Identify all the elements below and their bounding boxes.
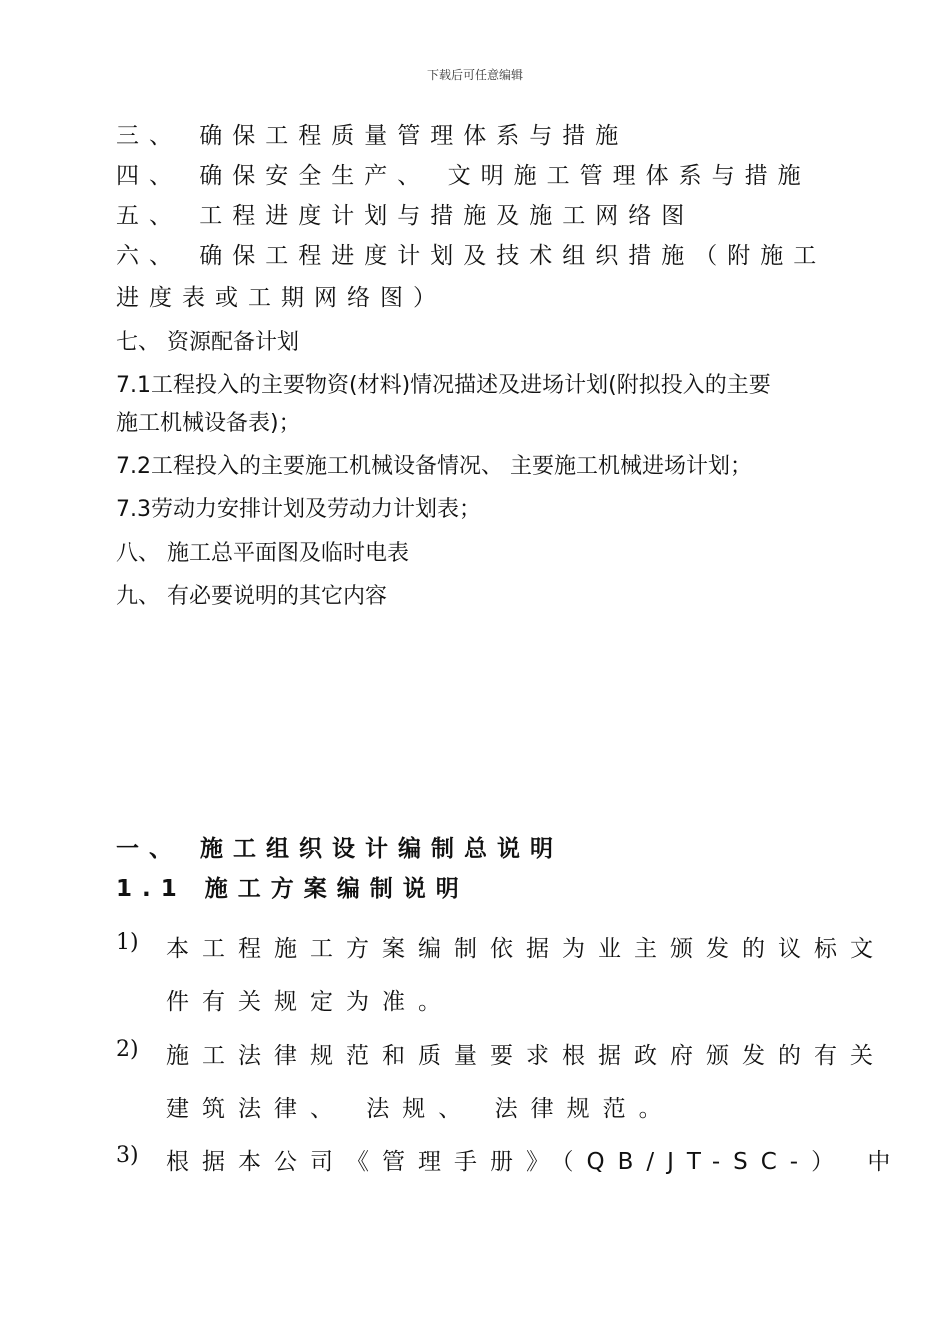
item-2-line-1: 施工法律规范和质量要求根据政府颁发的有关 — [166, 1043, 886, 1069]
item-1-line-1: 本工程施工方案编制依据为业主颁发的议标文 — [166, 936, 886, 962]
toc-item-8: 八、 施工总平面图及临时电表 — [116, 541, 409, 566]
item-1-number: 1) — [116, 930, 139, 955]
item-2-number: 2) — [116, 1037, 139, 1062]
toc-item-7-1: 7.1工程投入的主要物资(材料)情况描述及进场计划(附拟投入的主要 — [116, 373, 771, 398]
toc-item-9: 九、 有必要说明的其它内容 — [116, 584, 387, 609]
toc-item-5: 五、 工程进度计划与措施及施工网络图 — [116, 203, 695, 229]
page-header: 下载后可任意编辑 — [426, 68, 523, 82]
toc-item-6: 六、 确保工程进度计划及技术组织措施（附施工 — [116, 243, 827, 269]
toc-item-7-1-cont: 施工机械设备表)； — [116, 411, 301, 436]
item-3-number: 3) — [116, 1143, 139, 1168]
item-3-line-1: 根据本公司《管理手册》（QB/JT-SC-） 中 — [166, 1149, 904, 1175]
item-2-line-2: 建筑法律、 法规、 法律规范。 — [166, 1096, 675, 1122]
toc-item-7-2: 7.2工程投入的主要施工机械设备情况、 主要施工机械进场计划； — [116, 454, 752, 479]
toc-item-7: 七、 资源配备计划 — [116, 330, 299, 355]
toc-item-4: 四、 确保安全生产、 文明施工管理体系与措施 — [116, 163, 811, 189]
toc-item-6-cont: 进度表或工期网络图） — [116, 285, 446, 311]
section-heading: 一、 施工组织设计编制总说明 — [116, 836, 564, 862]
toc-item-7-3: 7.3劳动力安排计划及劳动力计划表； — [116, 497, 481, 522]
item-1-line-2: 件有关规定为准。 — [166, 989, 454, 1015]
subsection-heading: 1.1 施工方案编制说明 — [116, 876, 469, 902]
toc-item-3: 三、 确保工程质量管理体系与措施 — [116, 123, 629, 149]
